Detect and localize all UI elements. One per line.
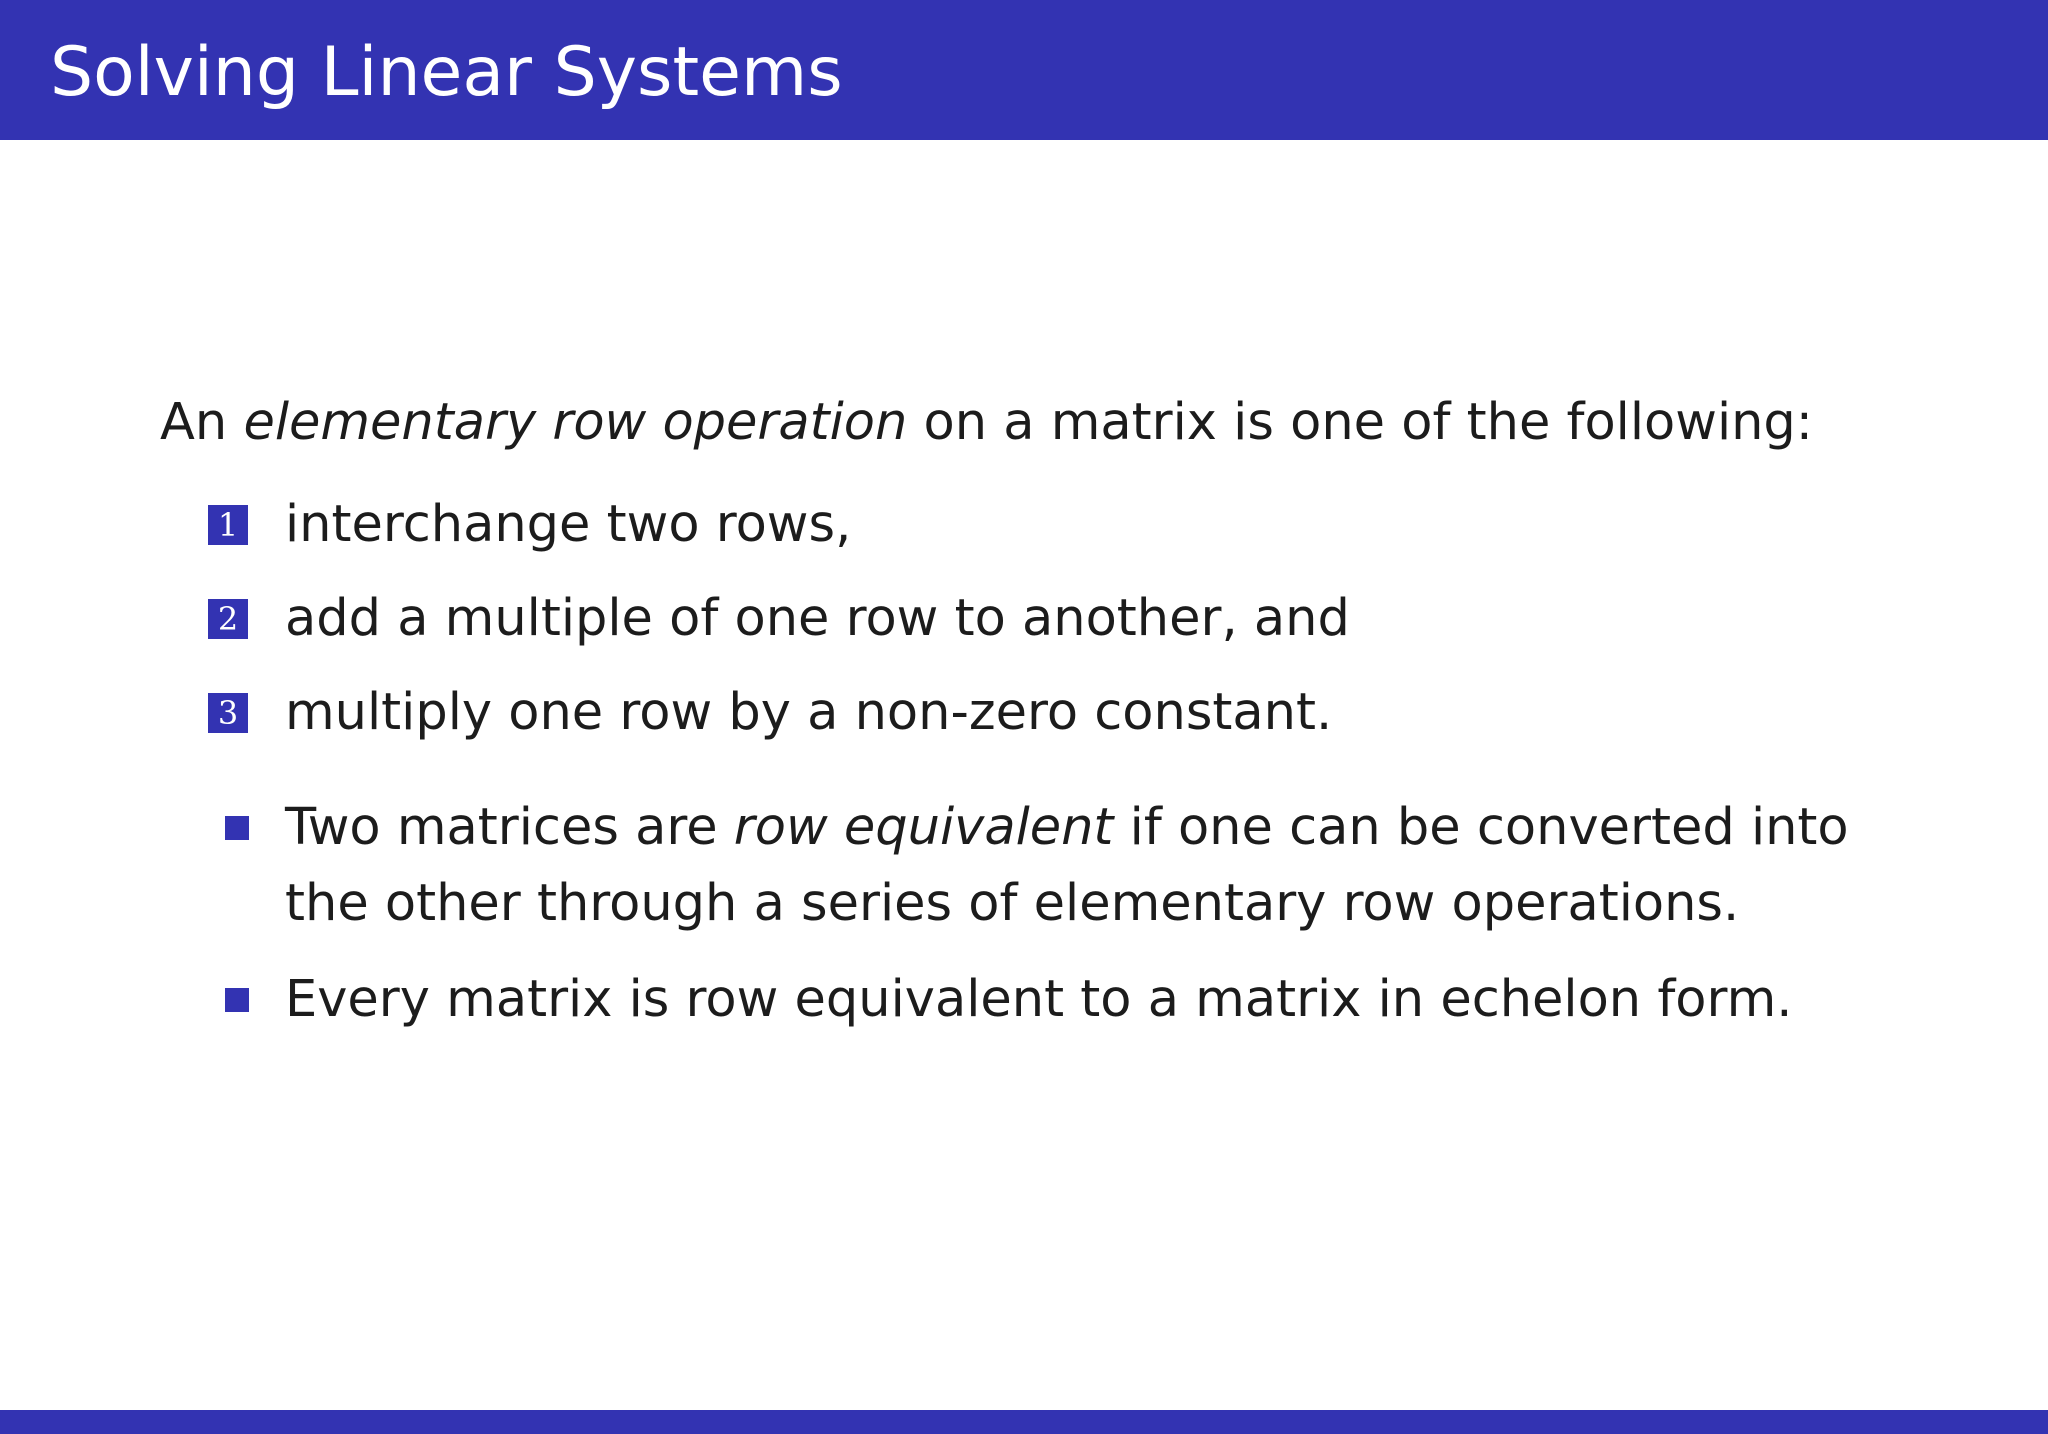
slide-content xyxy=(160,388,1980,1058)
intro-text-after: on a matrix is one of the following: xyxy=(907,393,1813,452)
number-badge-icon: 2 xyxy=(208,599,248,639)
note-item xyxy=(160,962,1925,1038)
number-badge-icon: 1 xyxy=(208,505,248,545)
notes-list xyxy=(160,790,1980,1038)
intro-emphasis: elementary row operation xyxy=(243,393,908,452)
note-text: Every matrix is row equivalent to a matrix in echelon form. xyxy=(285,970,1793,1029)
operation-item xyxy=(160,666,1980,760)
note-emphasis: row equivalent xyxy=(733,798,1114,857)
operation-item xyxy=(160,572,1980,666)
intro-text-before: An xyxy=(160,393,244,452)
operation-text: interchange two rows, xyxy=(285,495,852,554)
square-bullet-icon xyxy=(225,816,249,840)
footer-bar xyxy=(0,1410,2048,1434)
note-item xyxy=(160,790,1925,942)
operations-list xyxy=(160,478,1980,760)
intro-sentence xyxy=(160,388,1980,458)
operation-text: add a multiple of one row to another, and xyxy=(285,589,1350,648)
number-badge-icon: 3 xyxy=(208,693,248,733)
operation-text: multiply one row by a non-zero constant. xyxy=(285,683,1333,742)
operation-item xyxy=(160,478,1980,572)
note-text-after: if one can be converted into the other through a series of elementary row operations. xyxy=(285,798,1849,933)
slide-title: Solving Linear Systems xyxy=(50,33,843,112)
square-bullet-icon xyxy=(225,988,249,1012)
note-text-before: Two matrices are xyxy=(285,798,734,857)
title-bar xyxy=(0,0,2048,140)
